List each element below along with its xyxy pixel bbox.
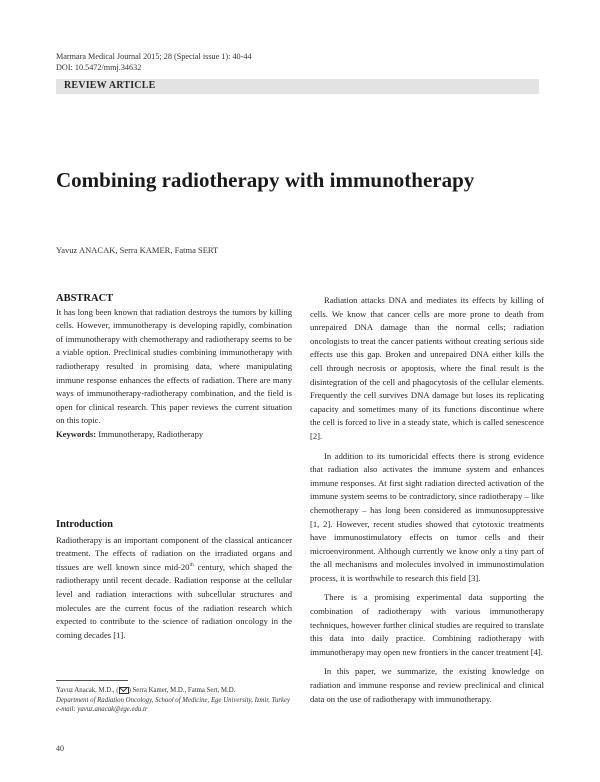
abstract-text: It has long been known that radiation destroys the tumors by killing cells. However, immunotherapy is developing rapidly, combination of immunotherapy with chemotherapy and radiotherapy seems to be a viable option. Preclinical studies combining immunotherapy with radiotherapy resulted in promising data, where manipulating immune response enhances the effects of radiation. There are many ways of immunotherapy-radiotherapy combination, and the field is open for clinical research. This paper reviews the current situation on this topic. bbox=[56, 306, 292, 426]
journal-citation: Marmara Medical Journal 2015; 28 (Special issue 1): 40-44 bbox=[56, 52, 252, 61]
author-list: Yavuz ANACAK, Serra KAMER, Fatma SERT bbox=[56, 245, 219, 255]
paragraph-experimental: There is a promising experimental data supporting the combination of radiotherapy with various immunotherapy techniques, however further clinical studies are required to translate this data into daily practice. Combining radiotherapy with immunotherapy may open new frontiers in the cancer treatment [4]. bbox=[310, 592, 544, 657]
introduction-heading: Introduction bbox=[56, 519, 113, 530]
envelope-icon bbox=[119, 687, 129, 694]
introduction-text: Radiotherapy is an important component of the classical anticancer treatment. The effects of radiation on the irradiated organs and tissues are well known since mid-20th century, which shaped the radiotherapy until recent decade. Radiation response at the cellular level and radiation interactions with subcellular structures and molecules are the current focus of the radiation research which expected to contribute to the science of radiation oncology in the coming decades [1]. bbox=[56, 534, 292, 640]
keywords-value: Immunotherapy, Radiotherapy bbox=[98, 428, 204, 439]
superscript-th: th bbox=[189, 561, 194, 568]
article-title: Combining radiotherapy with immunotherapy bbox=[56, 168, 475, 192]
footnote bbox=[56, 686, 290, 715]
section-band bbox=[56, 79, 539, 94]
section-label: REVIEW ARTICLE bbox=[64, 80, 156, 91]
footnote-affiliation: Department of Radiation Oncology, School of Medicine, Ege University, Izmir, Turkey bbox=[56, 696, 291, 704]
abstract-section bbox=[56, 292, 292, 442]
paragraph-summary: In this paper, we summarize, the existing knowledge on radiation and immune response and review preclinical and clinical data on the use of radiotherapy with immunotherapy. bbox=[310, 666, 544, 704]
paragraph-dna: Radiation attacks DNA and mediates its effects by killing of cells. We know that cancer cells are more prone to death from unrepaired DNA damage than the normal cells; radiation oncologists to treat the cancer patients without creating serious side effects use this gap. Broken and unrepaired DNA either kills the cell through necrosis or apoptosis, where the final result is the disintegration of the cell and phagocytosis of the cellular elements. Frequently the cell survives DNA damage but loses its replicating capacity and sometimes many of its functions discontinue where the cell is forced to live in a steady state, which is called senescence [2]. bbox=[310, 295, 544, 441]
paragraph-immune: In addition to its tumoricidal effects there is strong evidence that radiation also activates the immune system and enhances immune responses. At first sight radiation directed activation of the immune system seems to be contradictory, since radiotherapy – like chemotherapy – has long been considered as immunosuppressive [1, 2]. However, recent studies showed that cytotoxic treatments have immunostimulatory effects on tumor cells and their microenvironment. Although currently we know only a tiny part of the all mechanisms and molecules involved in immunostimulation process, it is worthwhile to research this field [3]. bbox=[310, 450, 544, 583]
journal-info bbox=[56, 51, 252, 73]
page-number: 40 bbox=[56, 744, 64, 753]
abstract-heading: ABSTRACT bbox=[56, 293, 114, 304]
keywords-line bbox=[56, 428, 292, 442]
keywords-label: Keywords: bbox=[56, 428, 97, 439]
footnote-authors: Yavuz Anacak, M.D., ( ) Serra Kamer, M.D., Fatma Sert, M.D. bbox=[56, 687, 236, 694]
right-column bbox=[310, 294, 544, 706]
introduction-section bbox=[56, 518, 292, 642]
footnote-divider bbox=[56, 680, 128, 681]
footnote-email[interactable]: e-mail: yavuz.anacak@ege.edu.tr bbox=[56, 706, 148, 714]
journal-doi: DOI: 10.5472/mmj.34632 bbox=[56, 63, 142, 72]
